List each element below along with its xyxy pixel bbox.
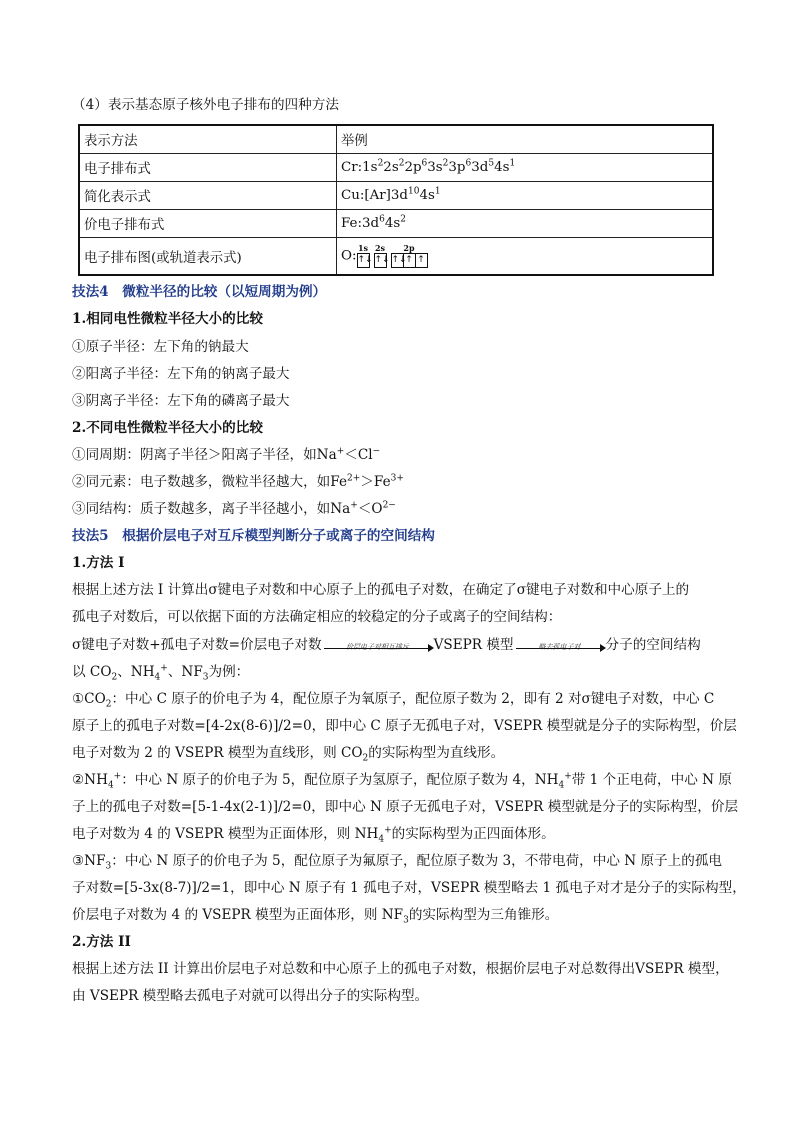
section-heading-4: （4）表示基态原子核外电子排布的四种方法 (72, 97, 339, 113)
paragraph-line: $③NF_3$：中心 N 原子的价电子为 5，配位原子为氟原子，配位原子数为 3，不带电荷，中心 N 原子上的孤电 (72, 853, 723, 872)
table-row (79, 182, 713, 210)
method-cell: 电子排布图(或轨道表示式) (79, 238, 337, 276)
paragraph-line: $②NH_4^+$：中心 N 原子的价电子为 5，配位原子为氢原子，配位原子数为 4，$NH_4^+$带 1 个正电荷，中心 N 原 (72, 771, 732, 791)
list-item: ②同元素：电子数越多，微粒半径越大，如$Fe^{2+}>Fe^{3+}$ (72, 473, 404, 490)
list-item: ③阴离子半径：左下角的磷离子最大 (72, 393, 290, 409)
paragraph-line: 电子对数为 2 的 VSEPR 模型为直线形，则 $CO_2$的实际构型为直线形。 (72, 745, 505, 764)
tech4-sub1: 1.相同电性微粒半径大小的比较 (72, 311, 263, 327)
orbital-box: ↑↓ (357, 253, 370, 268)
orbital-group (391, 244, 428, 268)
method2-title: 2.方法 II (72, 934, 131, 950)
method-cell: 简化表示式 (79, 182, 337, 210)
flow-line (72, 636, 701, 654)
table-header-row (79, 125, 713, 154)
orbital-diagram (357, 244, 428, 268)
example-cell: $Fe:3d^64s^2$ (337, 210, 714, 238)
table-header-cell: 表示方法 (79, 125, 337, 154)
arrow-right-icon (428, 644, 434, 652)
table-row (79, 210, 713, 238)
flow-arrow-2 (514, 636, 606, 654)
orbital-label: 1s (357, 243, 369, 253)
table-header-cell: 举例 (337, 125, 714, 154)
paragraph-line: 子上的孤电子对数=[5-1-4x(2-1)]/2=0，即中心 N 原子无孤电子对，VSEPR 模型就是分子的实际构型，价层 (72, 799, 739, 815)
flow-arrow-1-label: 价层电子对相互排斥 (346, 643, 410, 651)
table-row (79, 154, 713, 182)
list-item: ①同周期：阴离子半径＞阳离子半径，如Na+＜Cl− (72, 446, 381, 463)
orbital-group (374, 243, 390, 268)
list-item: ③同结构：质子数越多，离子半径越小，如$Na^+<O^{2-}$ (72, 500, 396, 517)
method1-title: 1.方法 I (72, 555, 125, 571)
flow-mid: VSEPR 模型 (433, 637, 514, 653)
paragraph-line: 孤电子对数后，可以依据下面的方法确定相应的较稳定的分子或离子的空间结构： (72, 609, 562, 625)
example-cell: $Cr:1s^22s^22p^63s^23p^63d^54s^1$ (337, 154, 714, 182)
tech5-title: 技法5 根据价层电子对互斥模型判断分子或离子的空间结构 (72, 528, 435, 544)
orbital-group (357, 243, 373, 268)
orbital-box: ↑↓ (374, 253, 387, 268)
method-cell: 电子排布式 (79, 154, 337, 182)
table-row (79, 238, 713, 276)
orbital-label: 2s (374, 243, 386, 253)
paragraph-line: 由 VSEPR 模型略去孤电子对就可以得出分子的实际构型。 (72, 988, 429, 1004)
orbital-prefix: O: (341, 248, 357, 264)
paragraph-line: 子对数=[5-3x(8-7)]/2=1，即中心 N 原子有 1 孤电子对，VSEPR 模型略去 1 孤电子对才是分子的实际构型， (72, 880, 746, 896)
arrow-right-icon (600, 644, 606, 652)
example-cell: $Cu:[Ar]3d^{10}4s^1$ (337, 182, 714, 210)
electron-config-methods-table (78, 124, 714, 276)
paragraph-line: 根据上述方法 I 计算出σ键电子对数和中心原子上的孤电子对数，在确定了σ键电子对数和中心原子上的 (72, 582, 690, 598)
orbital-label: 2p (403, 243, 415, 253)
flow-end: 分子的空间结构 (605, 637, 701, 653)
list-item: ①原子半径：左下角的钠最大 (72, 339, 249, 355)
tech4-sub2: 2.不同电性微粒半径大小的比较 (72, 420, 263, 436)
paragraph-line: 原子上的孤电子对数=[4-2x(8-6)]/2=0，即中心 C 原子无孤电子对，VSEPR 模型就是分子的实际构型，价层 (72, 718, 737, 734)
orbital-box: ↑ (403, 253, 416, 268)
paragraph-line: $①CO_2$：中心 C 原子的价电子为 4，配位原子为氧原子，配位原子数为 2，即有 2 对σ键电子对数，中心 C (72, 691, 715, 710)
orbital-box: ↑ (415, 253, 428, 268)
paragraph-line: 价层电子对数为 4 的 VSEPR 模型为正面体形，则 $NF_3$的实际构型为三角锥形。 (72, 907, 559, 926)
paragraph-line: 电子对数为 4 的 VSEPR 模型为正面体形，则 $NH_4^+$的实际构型为正四面体形。 (72, 825, 555, 845)
paragraph-line: 根据上述方法 II 计算出价层电子对总数和中心原子上的孤电子对数，根据价层电子对总数得出VSEPR 模型， (72, 961, 729, 977)
list-item: ②阳离子半径：左下角的钠离子最大 (72, 366, 290, 382)
example-cell (337, 238, 714, 276)
flow-start: σ键电子对数+孤电子对数=价层电子对数 (72, 637, 322, 653)
examples-intro: 以 $CO_2$、$NH_4^+$、$NF_3$为例： (72, 663, 250, 683)
tech4-title: 技法4 微粒半径的比较（以短周期为例） (72, 284, 327, 300)
method-cell: 价电子排布式 (79, 210, 337, 238)
flow-arrow-1 (322, 636, 434, 654)
orbital-box: ↑↓ (391, 253, 404, 268)
flow-arrow-2-label: 略去孤电子对 (538, 643, 581, 651)
